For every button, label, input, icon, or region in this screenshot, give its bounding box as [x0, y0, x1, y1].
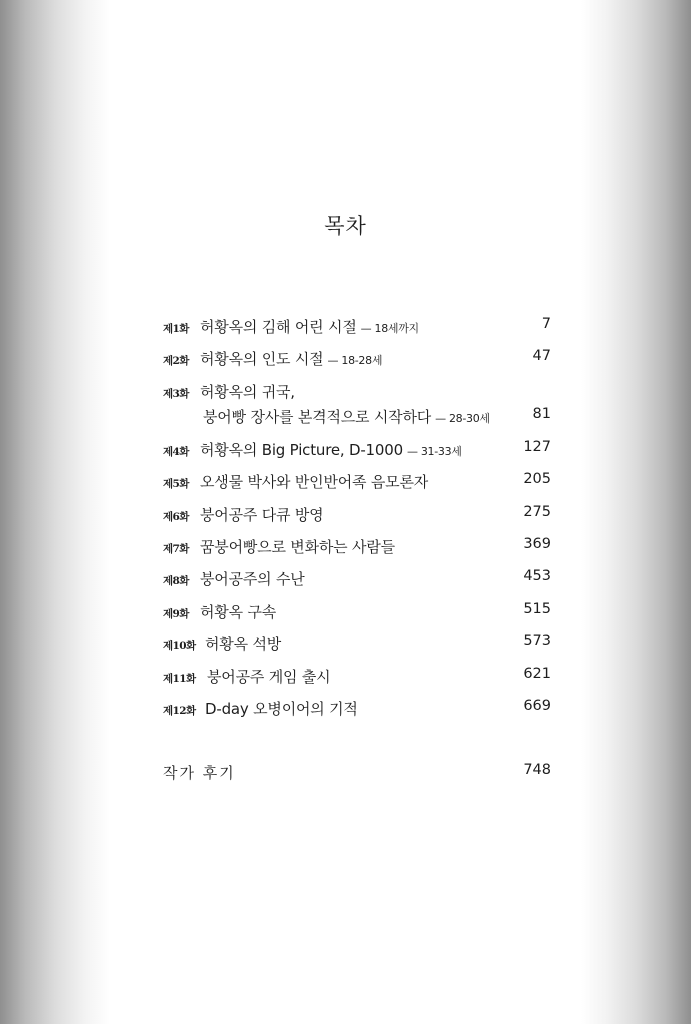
- toc-entry-10[interactable]: [163, 633, 551, 657]
- chapter-label: 제10화: [163, 640, 196, 652]
- toc-entry-12[interactable]: [163, 698, 551, 722]
- chapter-age-range: — 28-30세: [435, 412, 490, 425]
- page-number: 621: [523, 666, 551, 682]
- chapter-label: 제12화: [163, 705, 196, 717]
- toc-entry-5[interactable]: [163, 471, 551, 495]
- toc-entry-8[interactable]: [163, 568, 551, 592]
- toc-entry-6[interactable]: [163, 504, 551, 528]
- chapter-title: 허황옥 구속: [200, 603, 277, 621]
- chapter-title: 허황옥의 인도 시절 — 18-28세: [200, 350, 383, 368]
- chapter-title-line2: 붕어빵 장사를 본격적으로 시작하다 — 28-30세: [203, 408, 490, 426]
- chapter-age-range: — 31-33세: [406, 445, 462, 458]
- chapter-label: 제2화: [163, 355, 189, 367]
- page-number: 669: [523, 698, 551, 714]
- chapter-age-range: — 18세까지: [360, 322, 419, 335]
- chapter-age-range: — 18-28세: [327, 354, 383, 367]
- chapter-label: 제9화: [163, 608, 189, 620]
- chapter-label: 제8화: [163, 575, 189, 587]
- page-number: 81: [532, 406, 551, 422]
- page-number: 515: [523, 601, 551, 617]
- chapter-title: 붕어공주 게임 출시: [207, 668, 331, 686]
- chapter-title: 허황옥 석방: [205, 635, 282, 653]
- toc-entry-4[interactable]: [163, 439, 551, 463]
- chapter-title: 붕어공주 다큐 방영: [200, 506, 324, 524]
- page-title: 목차: [324, 214, 367, 238]
- chapter-title: 붕어공주의 수난: [200, 570, 305, 588]
- table-of-contents: [163, 0, 551, 1024]
- toc-entry-3[interactable]: [163, 381, 551, 405]
- toc-entry-7[interactable]: [163, 536, 551, 560]
- page-number: 573: [523, 633, 551, 649]
- chapter-label: 제7화: [163, 543, 189, 555]
- page-number: 275: [523, 504, 551, 520]
- chapter-label: 제5화: [163, 478, 189, 490]
- toc-entry-3-continued[interactable]: [163, 406, 551, 430]
- chapter-title: D-day 오병이어의 기적: [205, 700, 358, 718]
- chapter-label: 제6화: [163, 511, 189, 523]
- toc-entry-2[interactable]: [163, 348, 551, 372]
- chapter-label: 제11화: [163, 673, 196, 685]
- page-number: 127: [523, 439, 551, 455]
- page-number: 453: [523, 568, 551, 584]
- toc-entry-9[interactable]: [163, 601, 551, 625]
- chapter-label: 제4화: [163, 446, 189, 458]
- page-number: 748: [523, 762, 551, 778]
- chapter-label: 제3화: [163, 388, 189, 400]
- page-number: 7: [541, 316, 551, 332]
- toc-entry-afterword[interactable]: [163, 762, 551, 786]
- afterword-title: 작가 후기: [163, 764, 236, 782]
- chapter-title: 허황옥의 귀국,: [200, 383, 295, 401]
- chapter-title: 오생물 박사와 반인반어족 음모론자: [200, 473, 429, 491]
- page-number: 205: [523, 471, 551, 487]
- toc-entry-11[interactable]: [163, 666, 551, 690]
- page-number: 369: [523, 536, 551, 552]
- toc-entry-1[interactable]: [163, 316, 551, 340]
- chapter-title: 꿈붕어빵으로 변화하는 사람들: [200, 538, 395, 556]
- page-number: 47: [532, 348, 551, 364]
- chapter-label: 제1화: [163, 323, 189, 335]
- chapter-title: 허황옥의 김해 어린 시절 — 18세까지: [200, 318, 419, 336]
- chapter-title: 허황옥의 Big Picture, D-1000 — 31-33세: [200, 441, 462, 459]
